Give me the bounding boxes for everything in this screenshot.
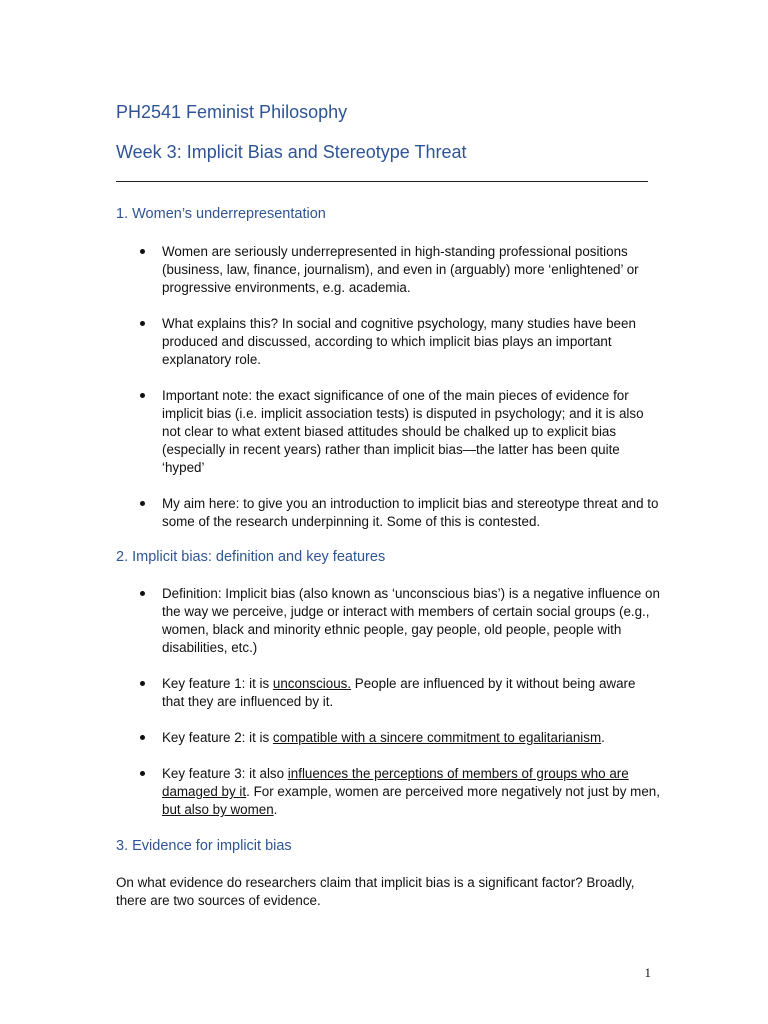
bullet-icon bbox=[140, 771, 145, 776]
bullet-text: What explains this? In social and cognitive psychology, many studies have been produced and discussed, according to which implicit bias plays an important explanatory role. bbox=[162, 316, 636, 367]
bullet-icon bbox=[140, 393, 145, 398]
evidence-paragraph: On what evidence do researchers claim that implicit bias is a significant factor? Broadly, there are two sources of evidence. bbox=[116, 875, 635, 908]
section-heading-evidence: 3. Evidence for implicit bias bbox=[116, 838, 292, 854]
bullet-text: . bbox=[601, 730, 605, 745]
bullet-text: Women are seriously underrepresented in high-standing professional positions (business, law, finance, journalism), and even in (arguably) more ‘enlightened’ or progressive environments, e.g. academia. bbox=[162, 244, 639, 295]
underlined-text: compatible with a sincere commitment to egalitarianism bbox=[272, 730, 602, 745]
bullet-text: Key feature 1: it is bbox=[162, 676, 273, 691]
bullet-icon bbox=[140, 681, 145, 686]
section-heading-implicit-bias: 2. Implicit bias: definition and key features bbox=[116, 549, 386, 565]
list-item bbox=[116, 729, 661, 747]
section-heading-underrepresentation: 1. Women’s underrepresentation bbox=[116, 206, 326, 222]
list-item bbox=[116, 585, 661, 657]
underlined-text: influences the perceptions of members of groups who are damaged by it bbox=[162, 766, 629, 799]
title-divider bbox=[116, 181, 648, 182]
bullet-icon bbox=[140, 591, 145, 596]
list-item bbox=[116, 495, 661, 531]
list-item bbox=[116, 765, 661, 819]
bullet-text: People are influenced by it without being aware that they are influenced by it. bbox=[162, 676, 636, 709]
course-title: PH2541 Feminist Philosophy bbox=[116, 102, 348, 122]
bullet-text: Key feature 2: it is bbox=[162, 730, 273, 745]
bullet-text: Key feature 3: it also bbox=[162, 766, 288, 781]
underlined-text: unconscious. bbox=[272, 676, 352, 691]
bullet-icon bbox=[140, 735, 145, 740]
list-item bbox=[116, 675, 661, 711]
bullet-text: Important note: the exact significance of one of the main pieces of evidence for implicit bias (i.e. implicit association tests) is disputed in psychology; and it is also not clear to what extent biased attitudes should be chalked up to explicit bias (especially in recent years) rather than implicit bias—the latter has been quite ‘hyped’ bbox=[162, 388, 644, 475]
week-title: Week 3: Implicit Bias and Stereotype Threat bbox=[116, 142, 467, 162]
bullet-text: Definition: Implicit bias (also known as ‘unconscious bias’) is a negative influence on the way we perceive, judge or interact with members of certain social groups (e.g., women, black and minority ethnic people, gay people, old people, people with disabilities, etc.) bbox=[162, 586, 660, 655]
underlined-text: but also by women bbox=[162, 802, 274, 817]
bullet-icon bbox=[140, 501, 145, 506]
bullet-list-underrepresentation bbox=[116, 243, 661, 531]
bullet-text: My aim here: to give you an introduction to implicit bias and stereotype threat and to some of the research underpinning it. Some of this is contested. bbox=[162, 496, 659, 529]
bullet-text: . bbox=[273, 802, 278, 817]
bullet-icon bbox=[140, 321, 145, 326]
bullet-list-implicit-bias bbox=[116, 585, 661, 819]
list-item bbox=[116, 387, 661, 477]
page-number: 1 bbox=[644, 965, 651, 980]
list-item bbox=[116, 243, 661, 297]
bullet-text: . For example, women are perceived more negatively not just by men, bbox=[246, 784, 660, 799]
list-item bbox=[116, 315, 661, 369]
bullet-icon bbox=[140, 249, 145, 254]
